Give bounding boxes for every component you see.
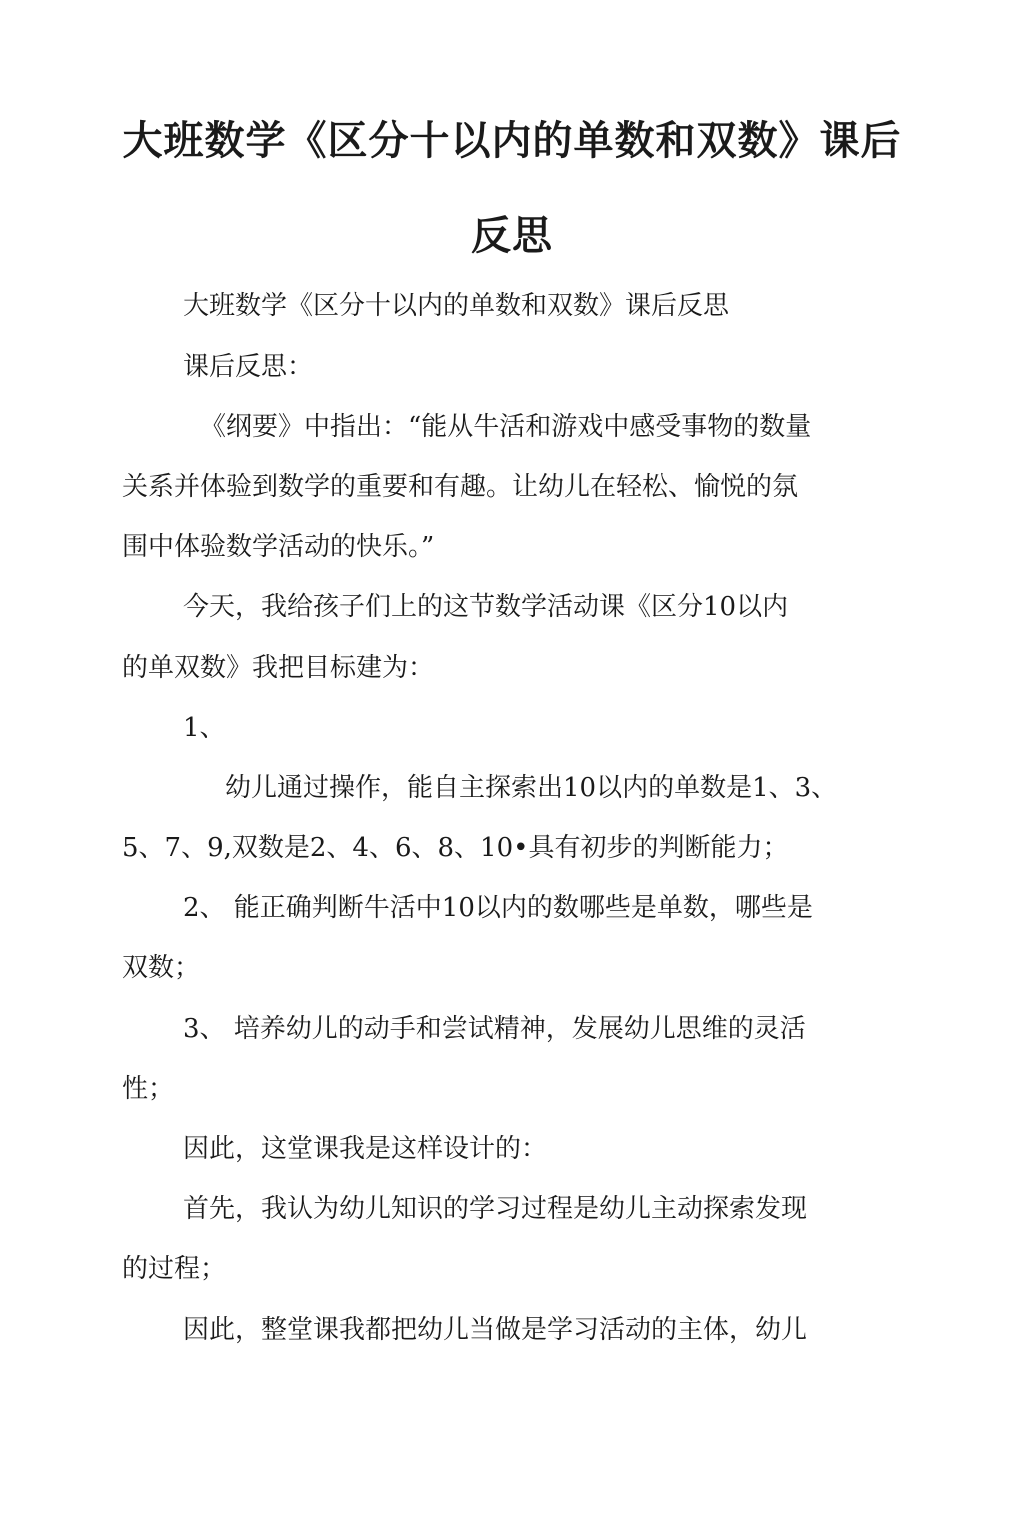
paragraph-line: 5、7、9,双数是2、4、6、8、10•具有初步的判断能力；: [122, 833, 789, 863]
paragraph-line: 首先，我认为幼儿知识的学习过程是幼儿主动探索发现: [183, 1194, 808, 1224]
paragraph-line: 因此，这堂课我是这样设计的：: [183, 1134, 548, 1164]
document-title-line-1: 大班数学《区分十以内的单数和双数》课后: [122, 118, 902, 164]
paragraph-line: 3、 培养幼儿的动手和尝试精神，发展幼儿思维的灵活: [183, 1014, 806, 1044]
paragraph-line: 关系并体验到数学的重要和有趣。让幼儿在轻松、愉悦的氛: [122, 472, 799, 502]
paragraph-line: 课后反思：: [183, 352, 314, 382]
paragraph-line: 今天，我给孩子们上的这节数学活动课《区分10以内: [183, 592, 789, 622]
paragraph-line: 1、: [183, 713, 226, 743]
paragraph-line: 的单双数》我把目标建为：: [122, 653, 435, 683]
paragraph-line: 性；: [122, 1074, 175, 1104]
paragraph-line: 《纲要》中指出：“能从牛活和游戏中感受事物的数量: [200, 412, 812, 442]
paragraph-line: 因此，整堂课我都把幼儿当做是学习活动的主体，幼儿: [183, 1315, 808, 1345]
document-title-line-2: 反思: [471, 213, 553, 259]
paragraph-line: 围中体验数学活动的快乐。”: [122, 532, 435, 562]
paragraph-line: 双数；: [122, 953, 201, 983]
paragraph-line: 的过程；: [122, 1254, 227, 1284]
paragraph-line: 幼儿通过操作，能自主探索出10以内的单数是1、3、: [225, 773, 838, 803]
paragraph-line: 大班数学《区分十以内的单数和双数》课后反思: [183, 291, 730, 321]
paragraph-line: 2、 能正确判断牛活中10以内的数哪些是单数，哪些是: [183, 893, 813, 923]
